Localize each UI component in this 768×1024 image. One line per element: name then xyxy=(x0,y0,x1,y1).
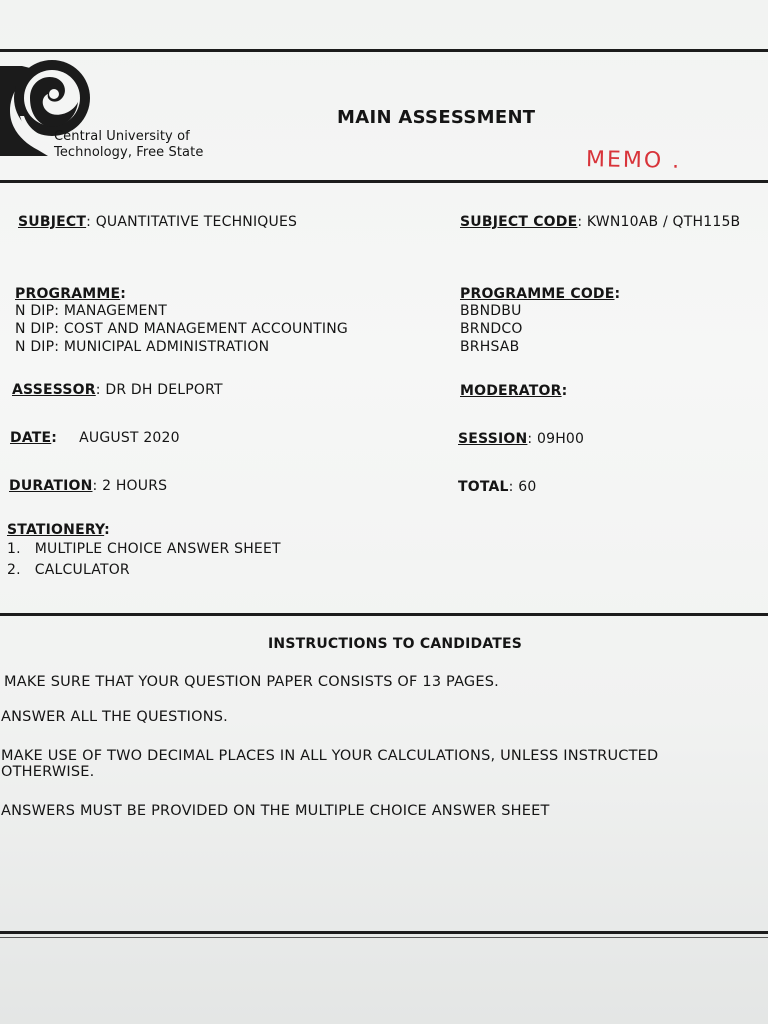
subject-label: SUBJECT xyxy=(18,214,87,230)
bottom-rule-2 xyxy=(0,937,768,938)
programme-code-label: PROGRAMME CODE xyxy=(460,286,615,302)
stationery-item-text: CALCULATOR xyxy=(34,562,130,578)
moderator-row xyxy=(460,383,567,399)
top-rule xyxy=(0,49,768,52)
programme-colon: : xyxy=(120,286,127,302)
moderator-label: MODERATOR xyxy=(460,383,562,399)
instruction-item: MAKE SURE THAT YOUR QUESTION PAPER CONSISTS OF 13 PAGES. xyxy=(4,674,499,690)
assessor-value: : DR DH DELPORT xyxy=(95,382,223,398)
programme-heading xyxy=(15,286,126,302)
instruction-item: ANSWER ALL THE QUESTIONS. xyxy=(1,709,228,725)
date-value: AUGUST 2020 xyxy=(79,430,180,446)
session-label: SESSION xyxy=(458,431,528,447)
date-row xyxy=(10,430,180,446)
programme-item: N DIP: COST AND MANAGEMENT ACCOUNTING xyxy=(15,321,348,337)
programme-code-heading xyxy=(460,286,620,302)
bottom-rule xyxy=(0,931,768,934)
total-row xyxy=(458,479,536,495)
subject-code-label: SUBJECT CODE xyxy=(460,214,578,230)
instruction-item: OTHERWISE. xyxy=(1,764,95,780)
programme-code-item: BRNDCO xyxy=(460,321,523,337)
date-colon: : xyxy=(51,430,58,446)
instruction-item: ANSWERS MUST BE PROVIDED ON THE MULTIPLE CHOICE ANSWER SHEET xyxy=(1,803,550,819)
stationery-item-number: 2. xyxy=(7,562,21,578)
stationery-item-number: 1. xyxy=(7,541,21,557)
duration-label: DURATION xyxy=(9,478,93,494)
total-label: TOTAL xyxy=(458,479,509,495)
subject-row xyxy=(18,214,297,230)
stationery-item xyxy=(7,562,130,578)
programme-label: PROGRAMME xyxy=(15,286,121,302)
session-value: : 09H00 xyxy=(527,431,585,447)
institution-name-line2: Technology, Free State xyxy=(54,145,204,160)
programme-code-item: BRHSAB xyxy=(460,339,520,355)
programme-item: N DIP: MANAGEMENT xyxy=(15,303,167,319)
instruction-item: MAKE USE OF TWO DECIMAL PLACES IN ALL YOUR CALCULATIONS, UNLESS INSTRUCTED xyxy=(1,748,659,764)
memo-annotation: MEMO . xyxy=(585,147,682,174)
subject-code-row xyxy=(460,214,740,230)
stationery-label: STATIONERY xyxy=(7,522,105,538)
institution-name-line1: Central University of xyxy=(54,129,190,144)
subject-code-value: : KWN10AB / QTH115B xyxy=(577,214,741,230)
session-row xyxy=(458,431,584,447)
duration-row xyxy=(9,478,167,494)
instructions-rule xyxy=(0,613,768,616)
stationery-item xyxy=(7,541,281,557)
header-rule xyxy=(0,180,768,183)
programme-code-colon: : xyxy=(614,286,621,302)
programme-item: N DIP: MUNICIPAL ADMINISTRATION xyxy=(15,339,270,355)
total-value: : 60 xyxy=(508,479,537,495)
stationery-item-text: MULTIPLE CHOICE ANSWER SHEET xyxy=(34,541,281,557)
assessor-label: ASSESSOR xyxy=(12,382,96,398)
date-label: DATE xyxy=(10,430,52,446)
moderator-value: : xyxy=(561,383,568,399)
stationery-heading xyxy=(7,522,110,538)
duration-value: : 2 HOURS xyxy=(92,478,168,494)
stationery-colon: : xyxy=(104,522,110,538)
page-title: MAIN ASSESSMENT xyxy=(337,107,536,128)
assessor-row xyxy=(12,382,223,398)
instructions-heading: INSTRUCTIONS TO CANDIDATES xyxy=(268,636,523,652)
programme-code-item: BBNDBU xyxy=(460,303,522,319)
subject-value: : QUANTITATIVE TECHNIQUES xyxy=(86,214,298,230)
